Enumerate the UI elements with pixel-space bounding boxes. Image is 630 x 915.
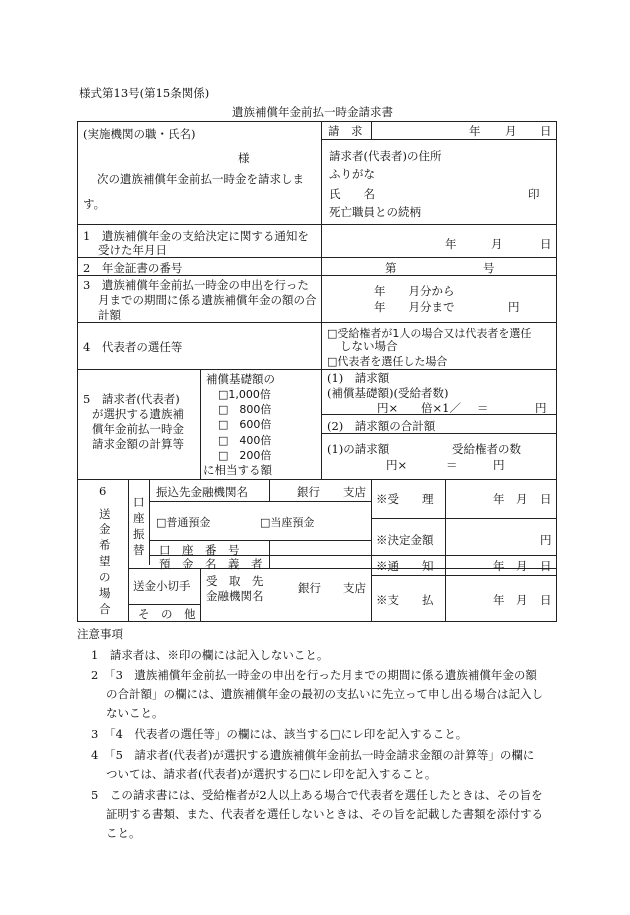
row3-label-line3: 計額 <box>98 308 121 322</box>
request-date-day[interactable]: 日 <box>540 124 552 138</box>
note-3: 3 「4 代表者の選任等」の欄には、該当する□にレ印を記入すること。 <box>91 727 468 741</box>
row2-label: 2 年金証書の番号 <box>83 261 183 275</box>
office-decided-label: ※決定金額 <box>376 533 434 547</box>
receiver-label-line1: 受 取 先 <box>206 574 264 588</box>
calc2-recipients-label: 受給権者の数 <box>452 442 521 456</box>
row3-label-line2: 月までの期間に係る遺族補償年金の額の合 <box>98 293 317 307</box>
section6-vchar-1: 送 <box>99 507 111 521</box>
account-number-label: 口 座 番 号 <box>159 543 240 557</box>
paid-month: 月 <box>516 593 528 607</box>
paid-day: 日 <box>540 593 552 607</box>
representative-checkbox[interactable]: □代表者を選任した場合 <box>327 355 448 368</box>
basis-title: 補償基礎額の <box>206 372 275 386</box>
note-2-line1: 2 「3 遺族補償年金前払一時金の申出を行った月までの期間に係る遺族補償年金の額 <box>91 668 537 682</box>
calc2-result-yen[interactable]: 円 <box>493 458 505 472</box>
request-date-month[interactable]: 月 <box>505 124 517 138</box>
section6-vchar-2: 金 <box>99 522 111 536</box>
calc2-equals: ＝ <box>446 458 458 472</box>
notified-month: 月 <box>516 559 528 573</box>
current-deposit-checkbox[interactable]: □当座預金 <box>260 516 315 529</box>
receiver-bank-field[interactable]: 銀行 <box>298 581 321 595</box>
single-recipient-line2: しない場合 <box>340 339 398 353</box>
paid-year: 年 <box>493 593 505 607</box>
account-holder-label: 預 金 名 義 者 <box>159 557 263 571</box>
ordinary-deposit-checkbox[interactable]: □普通預金 <box>156 516 211 529</box>
notice-date-year[interactable]: 年 <box>445 237 457 251</box>
row3-label-line1: 3 遺族補償年金前払一時金の申出を行った <box>83 278 309 292</box>
agency-label: (実施機関の職・氏名) <box>83 127 196 141</box>
note-5-line3: こと。 <box>106 826 141 840</box>
period-total-yen[interactable]: 円 <box>508 300 520 314</box>
bank-field[interactable]: 銀行 <box>297 485 320 499</box>
branch-field[interactable]: 支店 <box>343 485 366 499</box>
seikyu-label: 請 求 <box>328 124 363 138</box>
section6-vchar-7: 合 <box>99 602 111 616</box>
note-4-line1: 4 「5 請求者(代表者)が選択する遺族補償年金前払一時金請求金額の計算等」の欄に <box>91 748 535 762</box>
request-text-line1: 次の遺族補償年金前払一時金を請求しま <box>97 172 304 186</box>
applicant-address-label: 請求者(代表者)の住所 <box>329 149 442 163</box>
calc1-result-yen[interactable]: 円 <box>535 401 547 415</box>
bank-label: 振込先金融機関名 <box>156 485 248 499</box>
office-notified-label: ※通 知 <box>376 559 434 573</box>
notified-year: 年 <box>493 559 505 573</box>
single-recipient-checkbox[interactable]: □受給権者が1人の場合又は代表者を選任 <box>327 327 532 340</box>
section5-label-line4: 請求金額の計算等 <box>92 437 184 451</box>
calc2-title: (2) 請求額の合計額 <box>327 419 436 433</box>
kouza-char-4: 替 <box>133 543 145 557</box>
option-800[interactable]: □ 800倍 <box>218 403 272 416</box>
name-label: 氏 名 <box>329 187 375 201</box>
received-month: 月 <box>516 492 528 506</box>
form-number: 様式第13号(第15条関係) <box>79 86 210 100</box>
received-year: 年 <box>493 492 505 506</box>
calc1-yen[interactable]: 円× <box>377 401 399 415</box>
request-date-year[interactable]: 年 <box>469 124 481 138</box>
section6-vchar-3: 希 <box>99 538 111 552</box>
option-1000[interactable]: □1,000倍 <box>218 388 271 401</box>
option-600[interactable]: □ 600倍 <box>218 418 272 431</box>
calc2-amount-label: (1)の請求額 <box>327 442 390 456</box>
received-day: 日 <box>540 492 552 506</box>
calc1-title: (1) 請求額 <box>327 371 390 385</box>
note-2-line2: の合計額」の欄には、遺族補償年金の最初の支払いに先立って申し出る場合は記入し <box>106 687 543 701</box>
form-title: 遺族補償年金前払一時金請求書 <box>232 105 393 119</box>
office-paid-label: ※支 払 <box>376 593 434 607</box>
calc2-yen[interactable]: 円× <box>386 458 408 472</box>
notice-date-month[interactable]: 月 <box>491 237 503 251</box>
row1-label-line2: 受けた年月日 <box>98 243 167 257</box>
note-1: 1 請求者は、※印の欄には記入しないこと。 <box>91 648 329 662</box>
certificate-go: 号 <box>483 261 495 275</box>
note-2-line3: ないこと。 <box>106 706 164 720</box>
section6-vchar-5: の <box>99 570 111 584</box>
calc1-equals: ＝ <box>477 401 489 415</box>
section6-vchar-6: 場 <box>99 586 111 600</box>
kouza-char-2: 座 <box>133 511 145 525</box>
other-label: そ の 他 <box>138 607 196 621</box>
kouza-char-1: 口 <box>133 495 145 509</box>
certificate-dai[interactable]: 第 <box>385 261 397 275</box>
notice-date-day[interactable]: 日 <box>540 237 552 251</box>
basis-suffix: に相当する額 <box>203 463 272 477</box>
notes-title: 注意事項 <box>77 627 123 641</box>
section6-vchar-4: 望 <box>99 554 111 568</box>
calc1-formula: (補償基礎額)(受給者数) <box>327 386 449 400</box>
section5-label-line1: 5 請求者(代表者) <box>83 392 180 406</box>
office-received-label: ※受 理 <box>376 492 434 506</box>
check-label: 送金小切手 <box>133 579 191 593</box>
request-text-line2: す。 <box>83 197 106 211</box>
sama-label: 様 <box>238 151 250 165</box>
note-5-line1: 5 この請求書には、受給権者が2人以上ある場合で代表者を選任したときは、その旨を <box>91 788 543 802</box>
notified-day: 日 <box>540 559 552 573</box>
seal-mark: 印 <box>528 187 540 201</box>
row1-label-line1: 1 遺族補償年金の支給決定に関する通知を <box>83 229 309 243</box>
period-from[interactable]: 年 月分から <box>374 284 455 298</box>
row4-label: 4 代表者の選任等 <box>83 340 183 354</box>
furigana-label: ふりがな <box>329 167 375 181</box>
receiver-branch-field[interactable]: 支店 <box>343 581 366 595</box>
note-4-line2: ついては、請求者(代表者)が選択する□にレ印を記入すること。 <box>106 767 437 781</box>
kouza-char-3: 振 <box>133 527 145 541</box>
relation-label: 死亡職員との続柄 <box>329 205 421 219</box>
period-to[interactable]: 年 月分まで <box>374 300 455 314</box>
option-400[interactable]: □ 400倍 <box>218 434 272 447</box>
calc1-times[interactable]: 倍×1／ <box>421 401 461 415</box>
option-200[interactable]: □ 200倍 <box>218 449 272 462</box>
section5-label-line3: 償年金前払一時金 <box>92 422 184 436</box>
decided-yen: 円 <box>540 533 552 547</box>
section5-label-line2: が選択する遺族補 <box>92 407 184 421</box>
section6-number: 6 <box>99 484 107 498</box>
receiver-label-line2: 金融機関名 <box>206 589 264 603</box>
note-5-line2: 証明する書類、また、代表者を選任しないときは、その旨を記載した書類を添付する <box>106 807 543 821</box>
